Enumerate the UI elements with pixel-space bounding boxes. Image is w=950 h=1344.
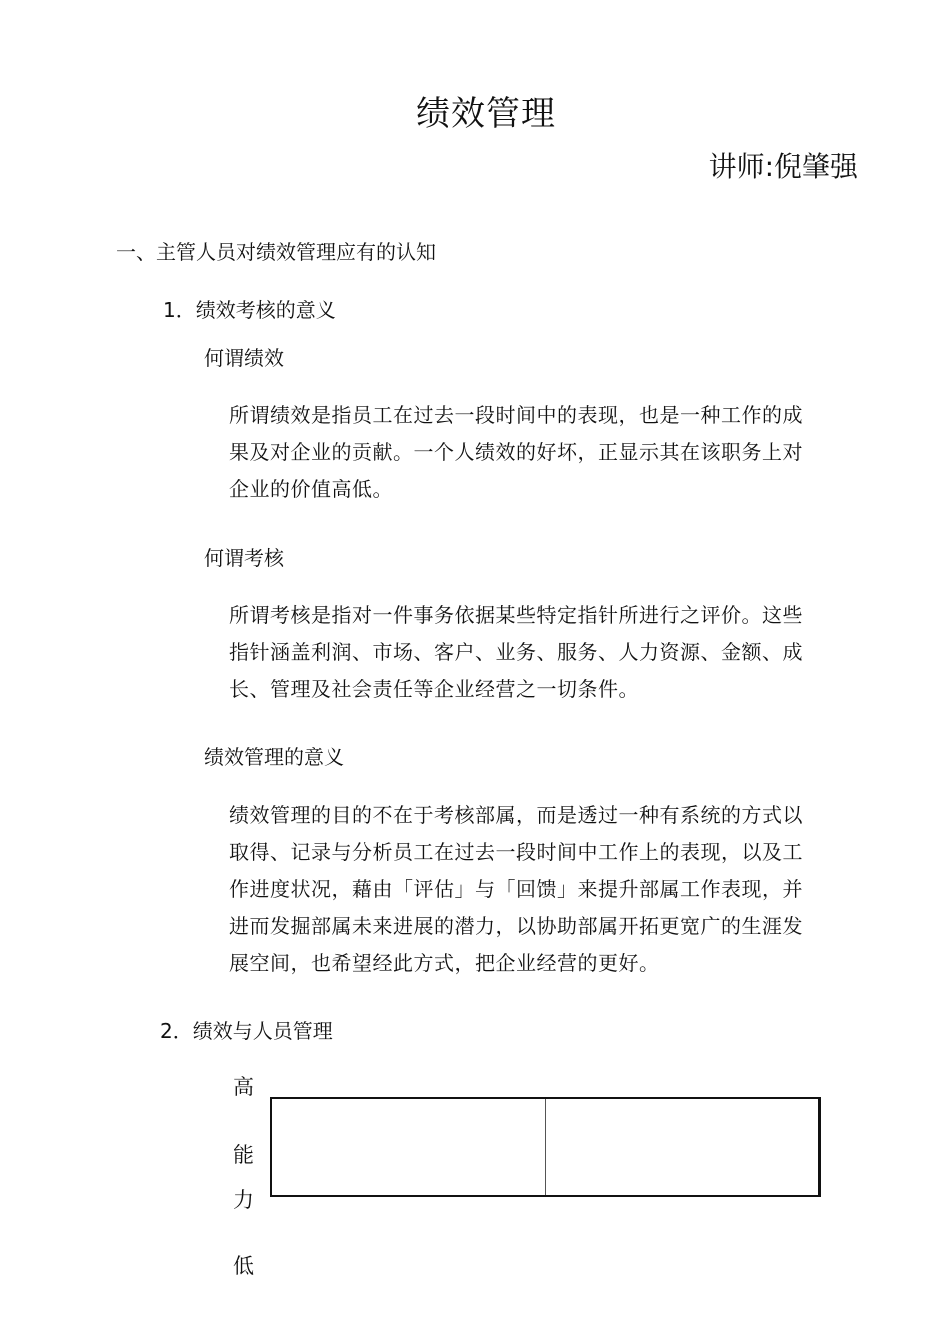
axis-label-ability-2: 力 (233, 1188, 254, 1212)
paragraph-line: 长、管理及社会责任等企业经营之一切条件。 (229, 677, 639, 701)
axis-label-high: 高 (233, 1075, 254, 1099)
paragraph-line: 绩效管理的目的不在于考核部属，而是透过一种有系统的方式以 (229, 803, 803, 827)
paragraph-line: 所谓考核是指对一件事务依据某些特定指针所进行之评价。这些 (229, 603, 803, 627)
document-title: 绩效管理 (416, 94, 556, 134)
axis-label-low: 低 (233, 1254, 254, 1278)
paragraph-line: 所谓绩效是指员工在过去一段时间中的表现，也是一种工作的成 (229, 403, 803, 427)
section-heading: 一、主管人员对绩效管理应有的认知 (116, 240, 436, 264)
block-heading-appraisal: 何谓考核 (204, 546, 284, 570)
paragraph-line: 取得、记录与分析员工在过去一段时间中工作上的表现，以及工 (229, 840, 803, 864)
paragraph-line: 作进度状况，藉由「评估」与「回馈」来提升部属工作表现，并 (229, 877, 803, 901)
matrix-cell-top-left (272, 1099, 545, 1195)
paragraph-management-meaning (229, 797, 859, 982)
paragraph-line: 果及对企业的贡献。一个人绩效的好坏，正显示其在该职务上对 (229, 440, 803, 464)
lecturer-name: 讲师:倪肇强 (708, 150, 858, 183)
subsection-heading-1: 1．绩效考核的意义 (163, 298, 336, 322)
paragraph-line: 指针涵盖利润、市场、客户、业务、服务、人力资源、金额、成 (229, 640, 803, 664)
block-heading-performance: 何谓绩效 (204, 346, 284, 370)
paragraph-line: 展空间，也希望经此方式，把企业经营的更好。 (229, 951, 660, 975)
paragraph-line: 进而发掘部属未来进展的潜力，以协助部属开拓更宽广的生涯发 (229, 914, 803, 938)
axis-label-ability-1: 能 (233, 1143, 254, 1167)
performance-matrix (270, 1097, 821, 1197)
paragraph-appraisal (229, 597, 859, 708)
paragraph-line: 企业的价值高低。 (229, 477, 393, 501)
paragraph-performance (229, 397, 859, 508)
matrix-cell-top-right (545, 1099, 819, 1195)
block-heading-management-meaning: 绩效管理的意义 (204, 745, 344, 769)
subsection-heading-2: 2．绩效与人员管理 (160, 1019, 333, 1043)
